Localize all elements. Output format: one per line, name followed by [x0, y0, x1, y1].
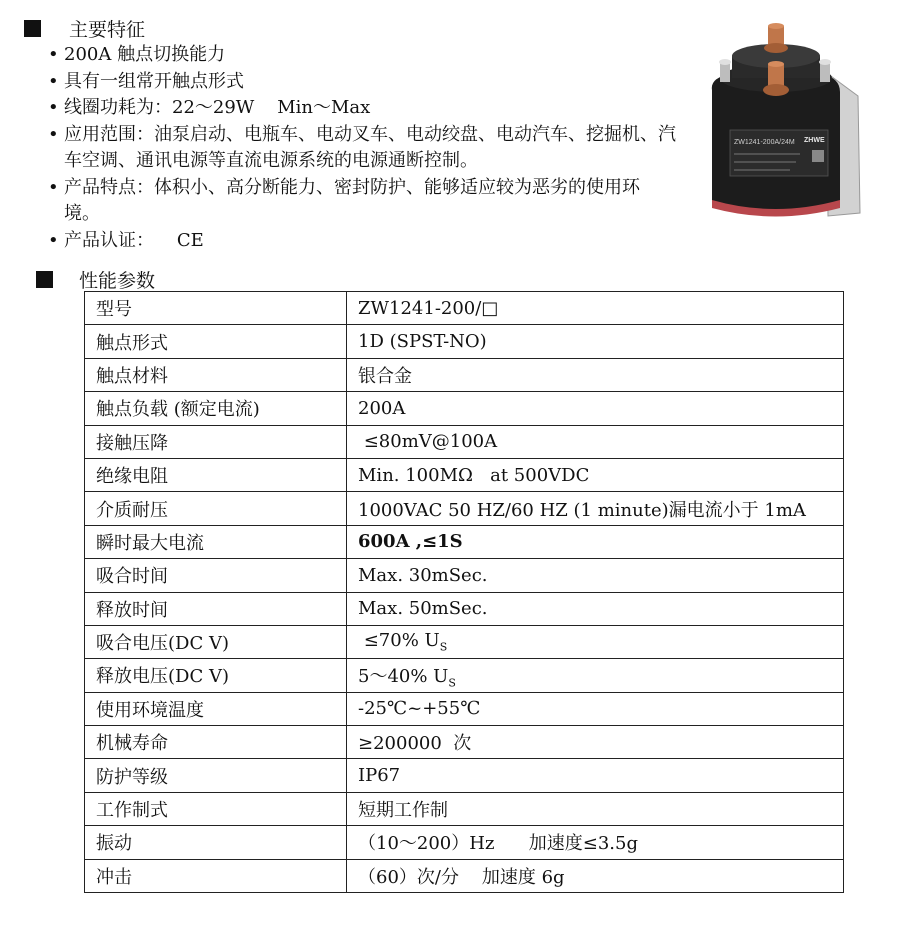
param-name: 使用环境温度 [85, 692, 347, 725]
bullet-dot-icon: • [48, 44, 59, 65]
bullet-dot-icon: • [48, 70, 59, 92]
bullet-dot-icon: • [48, 123, 59, 145]
square-bullet-icon [36, 271, 53, 288]
table-row [85, 325, 844, 358]
feature-item: • 具有一组常开触点形式 [48, 69, 688, 96]
table-row [85, 525, 844, 558]
table-row [85, 358, 844, 391]
param-value: 银合金 [347, 358, 844, 391]
table-row [85, 692, 844, 725]
table-row [85, 659, 844, 692]
bullet-dot-icon: • [48, 176, 59, 198]
param-name: 型号 [85, 292, 347, 325]
feature-item: • 应用范围：油泵启动、电瓶车、电动叉车、电动绞盘、电动汽车、挖掘机、汽车空调、通讯电源等直流电源系统的电源通断控制。 [48, 122, 688, 175]
features-section-header [24, 15, 145, 42]
relay-illustration [700, 18, 870, 223]
feature-item: • 线圈功耗为：22～29W Min～Max [48, 95, 688, 122]
param-name: 振动 [85, 826, 347, 859]
param-name: 吸合时间 [85, 559, 347, 592]
param-name: 释放电压(DC V) [85, 659, 347, 692]
features-section-title: 主要特征 [69, 19, 146, 41]
param-name: 工作制式 [85, 792, 347, 825]
square-bullet-icon [24, 20, 41, 37]
param-name: 触点材料 [85, 358, 347, 391]
feature-item: • 产品认证： CE [48, 228, 688, 255]
param-value: 1D (SPST-NO) [347, 325, 844, 358]
param-value-subscript: S [448, 676, 456, 690]
feature-item: • 200A 触点切换能力 [48, 42, 688, 69]
performance-section-header [36, 266, 155, 293]
param-name: 触点形式 [85, 325, 347, 358]
param-value: 1000VAC 50 HZ/60 HZ (1 minute)漏电流小于 1mA [347, 492, 844, 525]
param-name: 绝缘电阻 [85, 458, 347, 491]
param-name: 瞬时最大电流 [85, 525, 347, 558]
param-value: 600A ,≤1S [347, 525, 844, 558]
table-row [85, 625, 844, 658]
relay-label-text: ZW1241-200A/24M [734, 139, 795, 146]
table-row [85, 559, 844, 592]
param-value: （10～200）Hz 加速度≤3.5g [347, 826, 844, 859]
param-name: 冲击 [85, 859, 347, 892]
relay-brand-text: ZHWE [804, 137, 825, 144]
table-row [85, 826, 844, 859]
param-value: （60）次/分 加速度 6g [347, 859, 844, 892]
param-name: 机械寿命 [85, 726, 347, 759]
param-name: 介质耐压 [85, 492, 347, 525]
feature-item: • 产品特点：体积小、高分断能力、密封防护、能够适应较为恶劣的使用环境。 [48, 175, 688, 228]
param-value: Max. 30mSec. [347, 559, 844, 592]
table-row [85, 726, 844, 759]
table-row [85, 425, 844, 458]
param-name: 释放时间 [85, 592, 347, 625]
feature-list [48, 42, 688, 254]
table-row [85, 859, 844, 892]
performance-section-title: 性能参数 [79, 270, 156, 292]
bullet-dot-icon: • [48, 229, 59, 251]
param-value: ZW1241-200/□ [347, 292, 844, 325]
param-value: ≤70% $U_S$ [347, 625, 844, 658]
relay-product-image [700, 18, 870, 223]
param-value: 短期工作制 [347, 792, 844, 825]
param-value: Max. 50mSec. [347, 592, 844, 625]
param-value-subscript: S [439, 640, 448, 654]
param-value: -25℃~+55℃ [347, 692, 844, 725]
table-row [85, 759, 844, 792]
param-value: 5～40% $U_S$ [347, 659, 844, 692]
param-name: 防护等级 [85, 759, 347, 792]
param-value: IP67 [347, 759, 844, 792]
table-row [85, 392, 844, 425]
param-value: ≤80mV@100A [347, 425, 844, 458]
table-row [85, 458, 844, 491]
qr-code-icon [812, 150, 824, 162]
bullet-dot-icon: • [48, 97, 59, 118]
param-value: 200A [347, 392, 844, 425]
param-value: ≥200000 次 [347, 726, 844, 759]
table-row [85, 792, 844, 825]
param-name: 吸合电压(DC V) [85, 625, 347, 658]
performance-table [84, 291, 844, 893]
table-row [85, 292, 844, 325]
param-name: 触点负载 (额定电流) [85, 392, 347, 425]
table-row [85, 592, 844, 625]
table-row [85, 492, 844, 525]
param-name: 接触压降 [85, 425, 347, 458]
param-value: Min. 100MΩ at 500VDC [347, 458, 844, 491]
